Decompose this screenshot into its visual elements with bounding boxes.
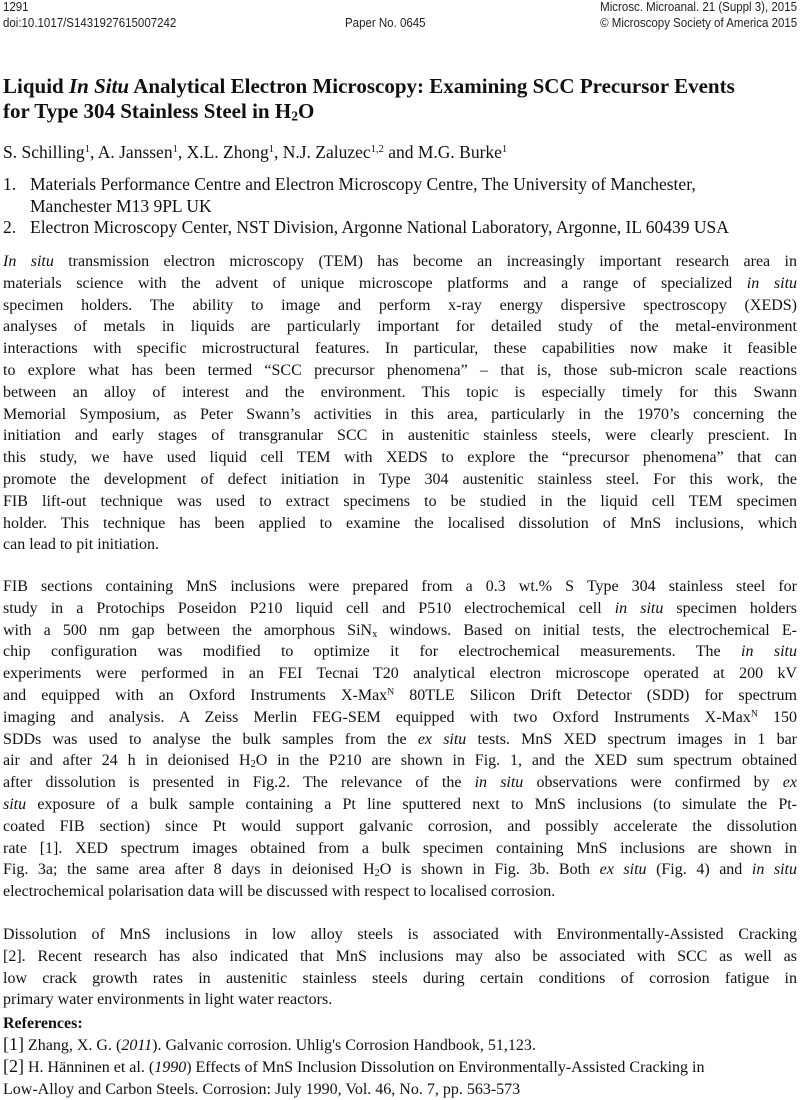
text-run: ). Galvanic corrosion. Uhlig's Corrosion Handbook, 51,123.: [152, 1037, 536, 1054]
text-run: tests. MnS XED spectrum images in 1 bar: [466, 730, 798, 748]
text-run: and equipped with an Oxford Instruments X-Max: [3, 686, 388, 704]
text-run: coated FIB section) since Pt would support galvanic corrosion, and possibly accelerate the dissolution: [3, 817, 797, 835]
copyright: © Microscopy Society of America 2015: [599, 16, 797, 30]
text-run: windows. Based on initial tests, the electrochemical E-: [377, 621, 797, 639]
subscript: 2: [291, 108, 299, 124]
text-run: Memorial Symposium, as Peter Swann’s activities in this area, particularly in the 1970’s concerning the: [3, 405, 797, 423]
text-run: Low-Alloy and Carbon Steels. Corrosion: July 1990, Vol. 46, No. 7, pp. 563-573: [3, 1080, 521, 1098]
text-run: O in the P210 are shown in Fig. 1, and the XED sum spectrum obtained: [255, 752, 797, 770]
references-heading: References:: [3, 1015, 83, 1032]
text-run: primary water environments in light water reactors.: [3, 991, 333, 1009]
text-run: O: [298, 99, 315, 123]
text-run: imaging and analysis. A Zeiss Merlin FEG-SEM equipped with two Oxford Instruments X-Max: [3, 708, 751, 726]
text-run: electrochemical polarisation data will be discussed with respect to localised corrosion.: [3, 883, 556, 901]
affiliation-text: Materials Performance Centre and Electron Microscopy Centre, The University of Manchester,: [30, 174, 696, 194]
text-run: study in a Protochips Poseidon P210 liquid cell and P510 electrochemical cell: [3, 599, 615, 617]
text-run: [2]. Recent research has also indicated that MnS inclusions may also be associated with SCC as well as: [3, 947, 797, 965]
affiliation-line: [3, 196, 729, 218]
text-run: initiation and early stages of transgranular SCC in austenitic stainless steels, were clearly prescient. In: [3, 427, 797, 445]
text-line: [3, 534, 797, 556]
subscript: x: [372, 628, 378, 640]
paper-number: Paper No. 0645: [345, 16, 426, 30]
text-line: [3, 74, 797, 99]
italic-text: in situ: [474, 774, 524, 792]
text-line: [3, 881, 797, 903]
text-run: with a 500 nm gap between the amorphous SiN: [3, 621, 373, 639]
affiliation-line: [3, 217, 729, 239]
text-line: [3, 859, 797, 881]
text-line: [3, 750, 797, 772]
text-line: [3, 838, 797, 860]
affiliation-text: Manchester M13 9PL UK: [30, 195, 212, 216]
text-run: O is shown in Fig. 3b. Both: [379, 861, 600, 879]
text-run: can lead to pit initiation.: [3, 536, 159, 554]
text-line: [3, 641, 797, 663]
text-run: transmission electron microscopy (TEM) has become an increasingly important research area in: [53, 253, 797, 270]
text-run: holder. This technique has been applied to examine the localised dissolution of MnS inclusions, which: [3, 514, 797, 532]
superscript: 1: [501, 144, 508, 156]
reference-label: [2]: [3, 1056, 24, 1077]
text-run: chip configuration was modified to optimize it for electrochemical measurements. The: [3, 643, 742, 661]
italic-text: ex: [782, 774, 797, 792]
text-run: analyses of metals in liquids are particularly important for detailed study of the metal-environment: [3, 318, 797, 336]
text-run: for Type 304 Stainless Steel in H: [3, 99, 292, 123]
text-run: after dissolution is presented in Fig.2. The relevance of the: [3, 774, 475, 792]
italic-text: ex situ: [599, 861, 647, 879]
doi: doi:10.1017/S1431927615007242: [3, 16, 177, 30]
text-line: [3, 707, 797, 729]
author-list: [3, 141, 507, 163]
italic-text: ex situ: [417, 730, 467, 748]
italic-text: in situ: [614, 599, 664, 617]
text-line: [3, 338, 797, 360]
text-run: Dissolution of MnS inclusions in low alloy steels is associated with Environmentally-Assisted Cracking: [3, 926, 797, 943]
text-run: ) Effects of MnS Inclusion Dissolution on Environmentally-Assisted Cracking in: [186, 1059, 705, 1077]
text-run: specimen holders. The ability to image and perform x-ray energy dispersive spectroscopy (XEDS): [3, 296, 797, 314]
reference-label: [1]: [3, 1034, 24, 1054]
italic-text: in situ: [741, 643, 797, 661]
text-run: materials science with the advent of unique microscope platforms and a range of specialized: [3, 274, 747, 292]
text-run: Fig. 3a; the same area after 8 days in deionised H: [3, 861, 375, 879]
text-run: S. Schilling: [3, 142, 85, 162]
page-number: 1291: [3, 0, 29, 14]
text-run: 80TLE Silicon Drift Detector (SDD) for spectrum: [394, 686, 797, 704]
text-run: to explore what has been termed “SCC precursor phenomena” – that is, those sub-micron scale reactions: [3, 361, 797, 379]
italic-text: 2011: [121, 1037, 153, 1054]
text-run: promote the development of defect initiation in Type 304 austenitic stainless steel. For this work, the: [3, 470, 797, 488]
text-line: [3, 491, 797, 513]
text-line: [3, 404, 797, 426]
text-line: [3, 99, 797, 124]
superscript: 1: [84, 144, 90, 156]
text-run: (Fig. 4) and: [646, 861, 752, 879]
text-run: this study, we have used liquid cell TEM with XEDS to explore the “precursor phenomena” that can: [3, 449, 797, 467]
affiliation-number: 1.: [3, 174, 17, 194]
text-line: [3, 620, 797, 642]
body-paragraph-2: [3, 576, 797, 903]
subscript: 2: [374, 868, 380, 880]
reference-line: [3, 1056, 705, 1078]
superscript: N: [387, 686, 395, 698]
text-line: [3, 685, 797, 707]
text-run: FIB lift-out technique was used to extract specimens to be studied in the liquid cell TEM specimen: [3, 492, 797, 510]
text-run: rate [1]. XED spectrum images obtained from a bulk specimen containing MnS inclusions are shown in: [3, 839, 797, 857]
superscript: 1: [268, 144, 274, 156]
superscript: 1: [172, 144, 178, 156]
text-line: [3, 946, 797, 968]
text-line: [3, 382, 797, 404]
text-run: between an alloy of interest and the environment. This topic is especially timely for this Swann: [3, 383, 797, 401]
text-run: , A. Janssen: [89, 142, 173, 162]
affiliation-number: 2.: [3, 217, 17, 237]
text-line: [3, 251, 797, 273]
text-run: observations were confirmed by: [523, 774, 783, 792]
text-line: [3, 989, 797, 1011]
text-run: FIB sections containing MnS inclusions were prepared from a 0.3 wt.% S Type 304 stainless steel for: [3, 578, 797, 595]
affiliations: [3, 174, 729, 239]
reference-line: [3, 1034, 705, 1056]
text-run: , N.J. Zaluzec: [273, 142, 371, 162]
text-run: low crack growth rates in austenitic stainless steels during certain conditions of corrosion fatigue in: [3, 969, 797, 987]
body-paragraph-1: [3, 251, 797, 556]
text-run: specimen holders: [663, 599, 797, 617]
text-line: [3, 316, 797, 338]
text-line: [3, 360, 797, 382]
text-run: interactions with specific microstructural features. In particular, these capabilities now make it feasible: [3, 340, 797, 358]
reference-line: [3, 1079, 705, 1100]
text-line: [3, 663, 797, 685]
text-run: air and after 24 h in deionised H: [3, 752, 251, 770]
italic-text: in situ: [746, 274, 798, 292]
italic-text: In situ: [3, 253, 54, 270]
text-line: [3, 729, 797, 751]
text-run: Zhang, X. G. (: [24, 1037, 122, 1054]
text-line: [3, 794, 797, 816]
text-line: [3, 968, 797, 990]
text-run: SDDs was used to analyse the bulk samples from the: [3, 730, 418, 748]
italic-text: 1990: [154, 1059, 187, 1077]
paper-title: [3, 74, 797, 124]
text-line: [3, 469, 797, 491]
text-line: [3, 425, 797, 447]
subscript: 2: [250, 759, 256, 771]
text-line: [3, 576, 797, 598]
text-line: [3, 447, 797, 469]
text-run: and M.G. Burke: [383, 142, 502, 162]
italic-text: in situ: [751, 861, 798, 879]
italic-text: situ: [3, 795, 27, 813]
text-run: Liquid: [3, 74, 69, 98]
text-line: [3, 816, 797, 838]
text-line: [3, 273, 797, 295]
text-line: [3, 295, 797, 317]
journal-citation: Microsc. Microanal. 21 (Suppl 3), 2015: [600, 0, 797, 14]
text-run: experiments were performed in an FEI Tecnai T20 analytical electron microscope operated at 200 kV: [3, 665, 797, 683]
superscript: 1,2: [370, 144, 384, 156]
text-run: exposure of a bulk sample containing a Pt line sputtered next to MnS inclusions (to simulate the Pt-: [26, 795, 797, 813]
text-run: , X.L. Zhong: [177, 142, 269, 162]
italic-text: In Situ: [68, 74, 130, 98]
affiliation-line: [3, 174, 729, 196]
reference-list: [3, 1034, 705, 1100]
text-line: [3, 513, 797, 535]
text-line: [3, 924, 797, 946]
text-line: [3, 598, 797, 620]
text-line: [3, 772, 797, 794]
affiliation-text: Electron Microscopy Center, NST Division, Argonne National Laboratory, Argonne, IL 60439 USA: [30, 217, 729, 237]
text-run: Analytical Electron Microscopy: Examining SCC Precursor Events: [129, 74, 735, 98]
superscript: N: [750, 708, 758, 720]
text-run: 150: [757, 708, 797, 726]
body-paragraph-3: [3, 924, 797, 1011]
text-run: H. Hänninen et al. (: [24, 1059, 155, 1077]
